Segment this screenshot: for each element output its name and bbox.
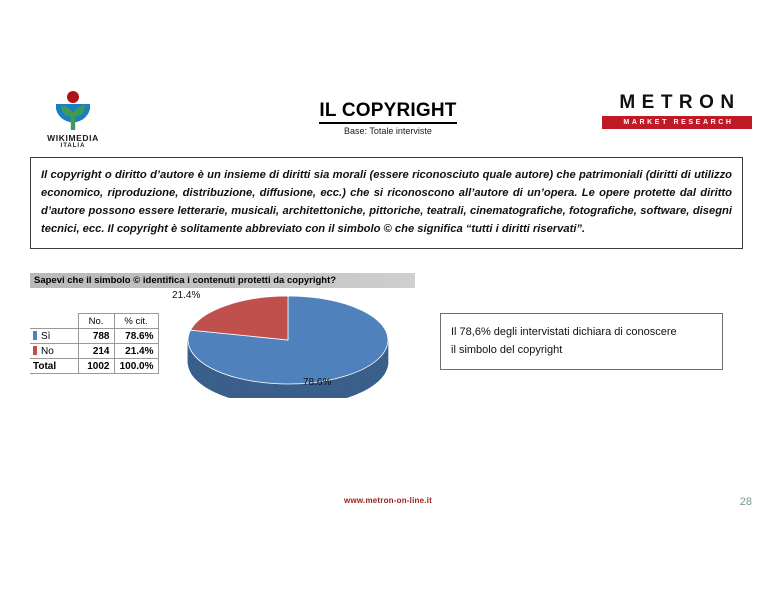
row-label-text: No xyxy=(41,345,54,357)
row-label-text: Sì xyxy=(41,330,51,342)
table-cell-percent-no: 21.4% xyxy=(114,344,158,359)
metron-logo-tagline: MARKET RESEARCH xyxy=(602,116,752,129)
table-header-count: No. xyxy=(78,314,114,329)
table-header-percent: % cit. xyxy=(114,314,158,329)
table-cell-count-si: 788 xyxy=(78,329,114,344)
wikimedia-logo-sub: ITALIA xyxy=(60,143,86,149)
table-cell-count-no: 214 xyxy=(78,344,114,359)
results-table xyxy=(30,313,159,374)
metron-logo xyxy=(602,93,752,129)
callout-line-1: Il 78,6% degli intervistati dichiara di conoscere xyxy=(451,326,677,338)
page-number: 28 xyxy=(739,496,752,508)
table-row-label-no xyxy=(30,344,78,359)
table-total-row xyxy=(30,359,158,374)
pie-label-no: 21.4% xyxy=(172,290,201,301)
pie-chart xyxy=(183,288,393,398)
wikimedia-logo-name: WIKIMEDIA xyxy=(47,133,99,143)
table-total-label: Total xyxy=(30,359,78,374)
metron-logo-name: METRON xyxy=(619,92,741,113)
table-corner-cell xyxy=(30,314,78,329)
legend-swatch-si-icon xyxy=(33,331,37,340)
table-total-count: 1002 xyxy=(78,359,114,374)
legend-swatch-no-icon xyxy=(33,346,37,355)
intro-text-box: Il copyright o diritto d’autore è un insieme di diritti sia morali (essere riconosciuto quale autore) che patrimoniali (diritti di utilizzo economico, riproduzione, distribuzione, diffusione, ecc.) che si riconoscono all’autore di un’opera. Le opere protette dal diritto d’autore possono essere letterarie, musicali, architettoniche, pittoriche, teatrali, cinematografiche, fotografiche, software, disegni tecnici, ecc. Il copyright è solitamente abbreviato con il simbolo © che significa “tutti i diritti riservati”. xyxy=(30,157,743,249)
table-header-row xyxy=(30,314,158,329)
pie-label-si: 78.6% xyxy=(303,377,332,388)
table-cell-percent-si: 78.6% xyxy=(114,329,158,344)
callout-line-2: il simbolo del copyright xyxy=(451,344,563,357)
page-subtitle: Base: Totale interviste xyxy=(344,126,432,136)
table-row xyxy=(30,344,158,359)
page-title-text: IL COPYRIGHT xyxy=(319,100,456,124)
question-bar: Sapevi che il simbolo © identifica i contenuti protetti da copyright? xyxy=(30,273,415,288)
footer-url[interactable]: www.metron-on-line.it xyxy=(344,496,432,505)
table-total-percent: 100.0% xyxy=(114,359,158,374)
callout-box xyxy=(440,313,723,370)
pie-chart-svg xyxy=(183,288,393,398)
table-row-label-si xyxy=(30,329,78,344)
table-row xyxy=(30,329,158,344)
